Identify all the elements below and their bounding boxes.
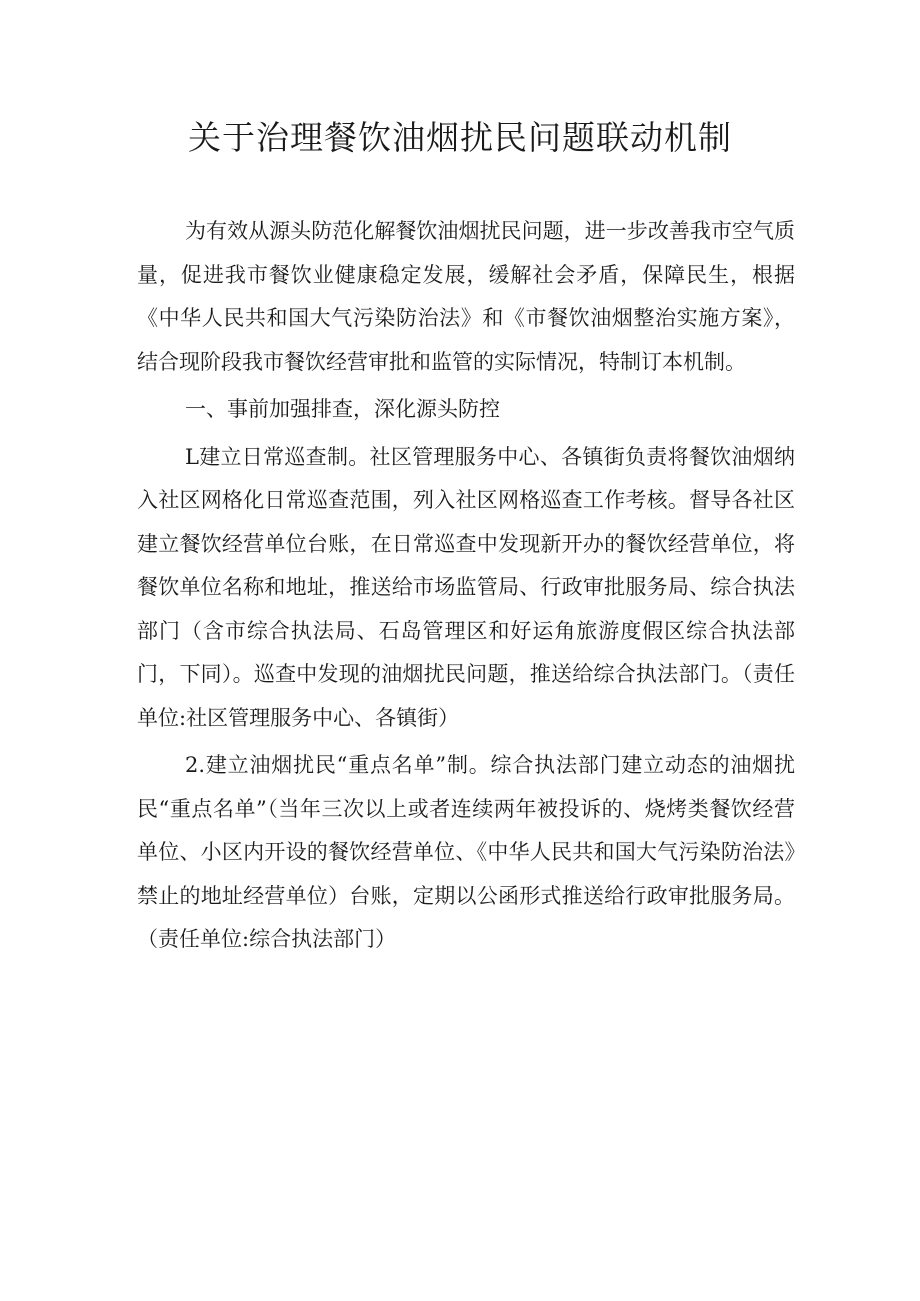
document-body [137,210,795,966]
item-1-paragraph: L建立日常巡查制。社区管理服务中心、各镇街负责将餐饮油烟纳入社区网格化日常巡查范围，列入社区网格巡查工作考核。督导各社区建立餐饮经营单位台账，在日常巡查中发现新开办的餐饮经营单位，将餐饮单位名称和地址，推送给市场监管局、行政审批服务局、综合执法部门（含市综合执法局、石岛管理区和好运角旅游度假区综合执法部门，下同）。巡查中发现的油烟扰民问题，推送给综合执法部门。（责任单位:社区管理服务中心、各镇街） [137,444,795,730]
item-2-paragraph: 2.建立油烟扰民“重点名单”制。综合执法部门建立动态的油烟扰民“重点名单”（当年三次以上或者连续两年被投诉的、烧烤类餐饮经营单位、小区内开设的餐饮经营单位、《中华人民共和国大气污染防治法》禁止的地址经营单位）台账，定期以公函形式推送给行政审批服务局。（责任单位:综合执法部门） [137,753,795,951]
document-title: 关于治理餐饮油烟扰民问题联动机制 [188,118,732,157]
intro-paragraph: 为有效从源头防范化解餐饮油烟扰民问题，进一步改善我市空气质量，促进我市餐饮业健康稳定发展，缓解社会矛盾，保障民生，根据《中华人民共和国大气污染防治法》和《市餐饮油烟整治实施方案》，结合现阶段我市餐饮经营审批和监管的实际情况，特制订本机制。 [137,219,795,374]
section-heading-1: 一、事前加强排查，深化源头防控 [185,397,500,421]
